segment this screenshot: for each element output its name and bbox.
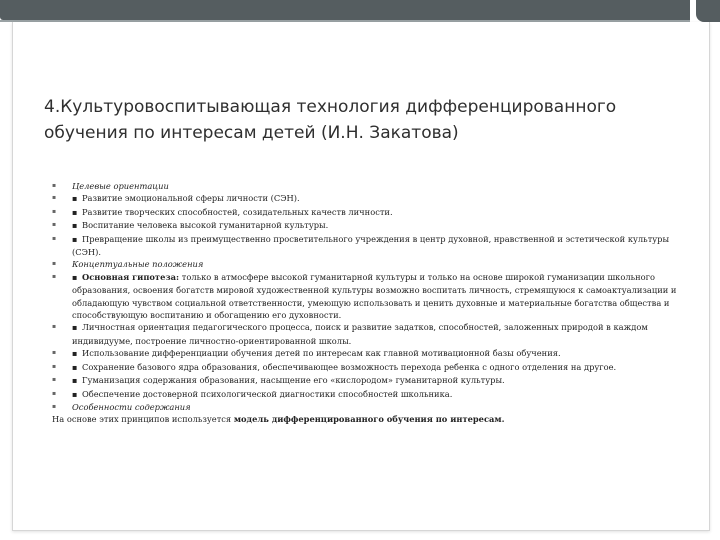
bullet-marker: ▪ [52,234,57,242]
bullet-marker: ▪ [52,221,57,229]
list-item-text: ▪ Использование дифференциации обучения детей по интересам как главной мотивационной базы обучения. [72,348,561,359]
list-item [52,388,692,401]
bullet-marker: ▪ [52,260,57,268]
list-item-text: ▪ Обеспечение достоверной психологической диагностики способностей школьника. [72,388,453,399]
square-bullet: ▪ [72,376,80,386]
bullet-marker: ▪ [52,194,57,202]
bullet-marker: ▪ [52,402,57,410]
list-item [52,361,692,374]
list-item-text: Особенности содержания [72,401,191,412]
bullet-marker: ▪ [52,272,57,280]
list-item-text: ▪ Воспитание человека высокой гуманитарной культуры. [72,220,329,231]
square-bullet: ▪ [72,221,80,231]
footer-line [52,413,692,425]
square-bullet: ▪ [72,207,80,217]
list-item [52,233,692,259]
list-item [52,206,692,219]
list-item [52,374,692,387]
list-item [52,321,692,347]
square-bullet: ▪ [72,194,80,204]
list-item [52,258,692,270]
list-item-text: ▪ Сохранение базового ядра образования, обеспечивающее возможность перехода ребенка с одного отделения на другое. [72,361,617,372]
list-item-text: ▪ Гуманизация содержания образования, насыщение его «кислородом» гуманитарной культуры. [72,375,505,386]
list-item-text: ▪ Развитие эмоциональной сферы личности (СЭН). [72,193,300,204]
square-bullet: ▪ [72,323,80,333]
top-bar-right-stub [696,0,720,22]
top-bar-dark-band [0,0,690,20]
bullet-marker: ▪ [52,349,57,357]
square-bullet: ▪ [72,272,80,282]
list-item-text: ▪ Превращение школы из преимущественно просветительного учреждения в центр духовной, нравственной и эстетической культуры (СЭН). [72,233,670,258]
list-item-bold: Основная гипотеза: [81,271,180,282]
square-bullet: ▪ [72,389,80,399]
bullet-marker: ▪ [52,182,57,189]
list-item-text: ▪ Развитие творческих способностей, созидательных качеств личности. [72,206,393,217]
square-bullet: ▪ [72,362,80,372]
slide-title: 4.Культуровоспитывающая технология дифференцированного обучения по интересам детей (И.Н. Закатова) [44,97,617,143]
list-item [52,219,692,232]
list-item-text: ▪ Основная гипотеза: только в атмосфере высокой гуманитарной культуры и только на основе широкой гуманизации школьного образования, освоения богатств мировой художественной культуры возможно воспитать личность, стремящуюся к самоактуализации и обладающую чувством социальной ответственности, умеющую использовать и ценить духовные и материальные богатства общества и способствующую воспитанию и обогащению его духовности. [72,271,677,321]
list-item [52,192,692,205]
footer-prefix: На основе этих принципов используется [52,414,234,425]
list-item-text: ▪ Личностная ориентация педагогического процесса, поиск и развитие задатков, способностей, заложенных природой в каждом индивидууме, построение личностно-ориентированной школы. [72,322,648,346]
bullet-list [52,180,692,413]
list-item [52,347,692,360]
bullet-marker: ▪ [52,376,57,384]
square-bullet: ▪ [72,234,80,244]
list-item-text: Концептуальные положения [72,259,204,270]
bullet-marker: ▪ [52,362,57,370]
bullet-marker: ▪ [52,389,57,397]
top-bar [0,0,720,22]
bullet-marker: ▪ [52,323,57,331]
bullet-marker: ▪ [52,207,57,215]
list-item [52,401,692,413]
list-item [52,180,692,192]
slide-body [52,180,692,426]
list-item-text: Целевые ориентации [72,181,169,191]
footer-bold: модель дифференцированного обучения по интересам. [233,414,505,425]
list-item [52,271,692,322]
square-bullet: ▪ [72,349,80,359]
